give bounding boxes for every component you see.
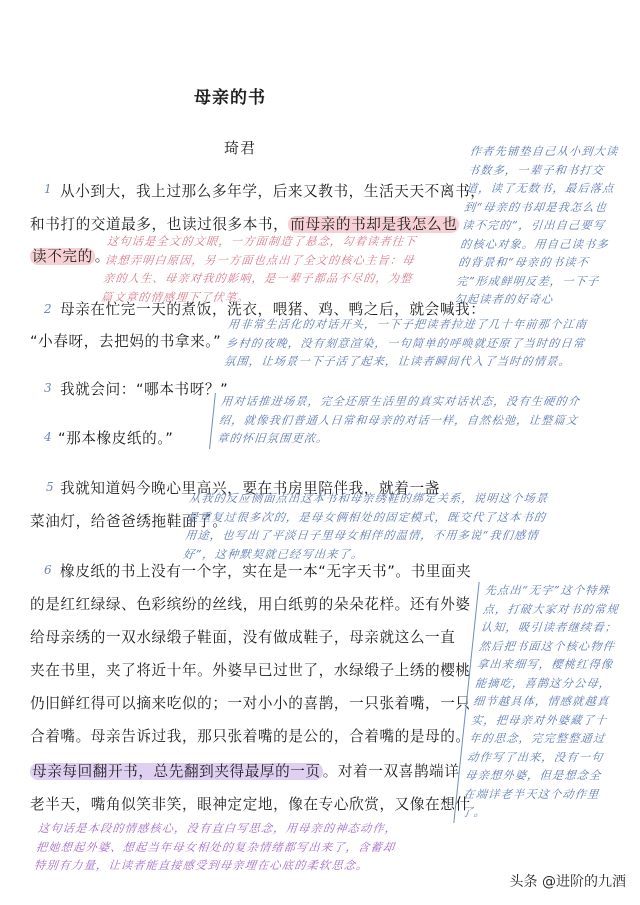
paragraph-6-line-8: 老半天，嘴角似笑非笑，眼神定定地，像在专心欣赏，又像在想什 (30, 796, 471, 813)
annotation-line: 动作写了出来，没有一句 (466, 750, 605, 764)
annotation-line: 的背景和“母亲的书读不 (457, 256, 590, 269)
annotation-line: 是重复过很多次的，是母女俩相处的固定模式，既交代了这本书的 (186, 510, 547, 524)
paragraph-number: 3 (44, 381, 52, 395)
paragraph-6-line-6: 合着嘴。母亲告诉过我，那只张着嘴的是公的，合着嘴的是母的。 (30, 728, 471, 745)
annotation-line: 从我的反应侧面点出这本书和母亲绣鞋的绑定关系，说明这个场景 (188, 492, 549, 505)
paragraph-2-line-2: “小春呀，去把妈的书拿来。” (30, 333, 222, 350)
annotation-line: 先点出“无字”这个特殊 (484, 584, 611, 597)
annotation-line: 用非常生活化的对话开头，一下子把读者拉进了几十年前那个江南 (227, 318, 588, 331)
paragraph-5-line-2: 菜油灯，给爸爸绣拖鞋面了。 (30, 513, 228, 530)
paragraph-number: 2 (44, 302, 52, 316)
paragraph-1-text: 和书打的交道最多，也读过很多本书， (30, 216, 289, 233)
page-title: 母亲的书 (194, 88, 266, 108)
annotation-paragraph-6-side (453, 582, 622, 823)
annotation-line: 亲的人生、母亲对我的影响，是一辈子都品不尽的，为整 (102, 272, 414, 285)
annotation-line: 这句话是全文的文眼，一方面制造了悬念，勾着读者往下 (106, 235, 418, 248)
author-name: 琦君 (223, 139, 256, 157)
paragraph-5-line-1: 我就知道妈今晚心里高兴，要在书房里陪伴我，就着一盏 (60, 480, 440, 497)
paragraph-6-line-2: 的是红红绿绿、色彩缤纷的丝线，用白纸剪的朵朵花样。还有外婆 (30, 596, 471, 613)
key-sentence-highlight: 母亲每回翻开书，总先翻到夹得最厚的一页 (32, 763, 321, 780)
paragraph-6-text: 。对着一双喜鹊端详 (322, 763, 460, 780)
annotation-line: 细节越具体，情感就越真 (472, 695, 611, 708)
annotation-line: 乡村的夜晚，没有刻意渲染，一句简单的呼唤就还原了当时的日常 (225, 336, 587, 350)
paragraph-number: 5 (46, 480, 54, 494)
annotation-line: 章的怀旧氛围更浓。 (216, 432, 330, 445)
annotation-line: 年的思念，完完整整通过 (468, 732, 607, 745)
annotation-line: 实，把母亲对外婆藏了十 (470, 713, 609, 727)
annotation-line: 用对话推进场景，完全还原生活里的真实对话状态，没有生硬的介 (220, 395, 581, 408)
annotation-paragraph-2 (223, 316, 588, 372)
paragraph-2-line-1: 母亲在忙完一天的煮饭，洗衣，喂猪、鸡、鸭之后，就会喊我： (60, 301, 486, 318)
annotation-line: 认知，吸引读者继续看； (480, 621, 618, 634)
annotation-line: 到“母亲的书却是我怎么也 (463, 200, 608, 214)
annotation-paragraph-3-4 (209, 393, 581, 449)
paragraph-1-line-3 (30, 245, 110, 269)
annotation-line: 道，读了无数书，最后落点 (465, 182, 616, 195)
annotation-paragraph-5 (182, 490, 549, 564)
annotation-line: 特别有力量，让读者能直接感受到母亲埋在心底的柔软思念。 (33, 859, 370, 872)
paragraph-3: 我就会问：“哪本书呀？” (60, 381, 229, 398)
key-sentence-highlight: 读不完的 (32, 248, 93, 265)
paragraph-6-line-5: 仍旧鲜红得可以摘来吃似的；一对小小的喜鹊，一只张着嘴，一只 (30, 695, 471, 712)
annotation-line: 这句话是本段的情感核心，没有直白写思念，用母亲的神态动作， (37, 822, 398, 835)
annotation-line: 的核心对象。用自己读书多 (459, 237, 610, 251)
annotation-paragraph-6-bottom (33, 820, 398, 876)
annotation-line: 氛围，让场景一下子活了起来，让读者瞬间代入了当时的情景。 (223, 355, 572, 368)
paragraph-6-line-4: 夹在书里，夹了将近十年。外婆早已过世了，水绿缎子上绣的樱桃 (30, 662, 471, 679)
annotation-line: 作者先铺垫自己从小到大读 (469, 145, 620, 158)
annotation-line: 把她想起外婆、想起当年母女相处的复杂情绪都写出来了，含蓄却 (35, 840, 397, 854)
annotation-line: 用途，也写出了平淡日子里母女相伴的温情，不用多说“我们感情 (184, 529, 540, 542)
annotation-line: 点，打破大家对书的常规 (482, 602, 620, 616)
annotation-line: 在端详老半天这个动作里 (462, 787, 601, 801)
paragraph-number: 6 (44, 563, 52, 577)
annotation-line: 母亲想外婆，但是想念全 (464, 769, 603, 782)
paragraph-6-line-7 (30, 760, 459, 784)
key-sentence-highlight: 而母亲的书却是我怎么也 (290, 216, 458, 233)
paragraph-1-line-1: 从小到大，我上过那么多年学，后来又教书，生活天天不离书， (60, 183, 486, 200)
paragraph-6-line-3: 给母亲绣的一双水绿缎子鞋面，没有做成鞋子，母亲就这么一直 (30, 629, 456, 646)
annotation-line: 篇文章的情感埋下了伏笔。 (100, 290, 251, 304)
annotation-line: 了。 (460, 806, 487, 819)
annotation-line: 然后把书面这个核心物件 (478, 639, 616, 653)
annotation-paragraph-1 (100, 233, 417, 307)
annotation-line: 勾起读者的好奇心 (453, 293, 555, 306)
annotation-top-right (453, 143, 619, 310)
annotation-line: 读想弄明白原因，另一方面也点出了全文的核心主旨：母 (104, 253, 416, 267)
paragraph-6-line-1: 橡皮纸的书上没有一个字，实在是一本“无字天书”。书里面夹 (60, 563, 472, 580)
paragraph-1-text: 。 (94, 248, 110, 265)
annotation-line: 完”形成鲜明反差，一下子 (455, 274, 601, 288)
annotation-line: 读不完的”，引出自己要写 (461, 219, 606, 232)
annotation-line: 绍，就像我们普通人日常和母亲的对话一样，自然松弛，让整篇文 (218, 413, 580, 427)
annotation-line: 书数多，一辈子和书打交 (467, 163, 605, 177)
paragraph-number: 1 (44, 182, 52, 196)
annotation-line: 拿出来细写，樱桃红得像 (476, 658, 614, 671)
annotation-line: 能摘吃，喜鹊这分公母， (474, 676, 612, 690)
watermark: 头条 @进阶的九酒 (509, 874, 626, 890)
annotation-line: 好”，这种默契就已经写出来了。 (182, 547, 365, 561)
paragraph-number: 4 (44, 430, 52, 444)
paragraph-4: “那本橡皮纸的。” (58, 430, 174, 447)
